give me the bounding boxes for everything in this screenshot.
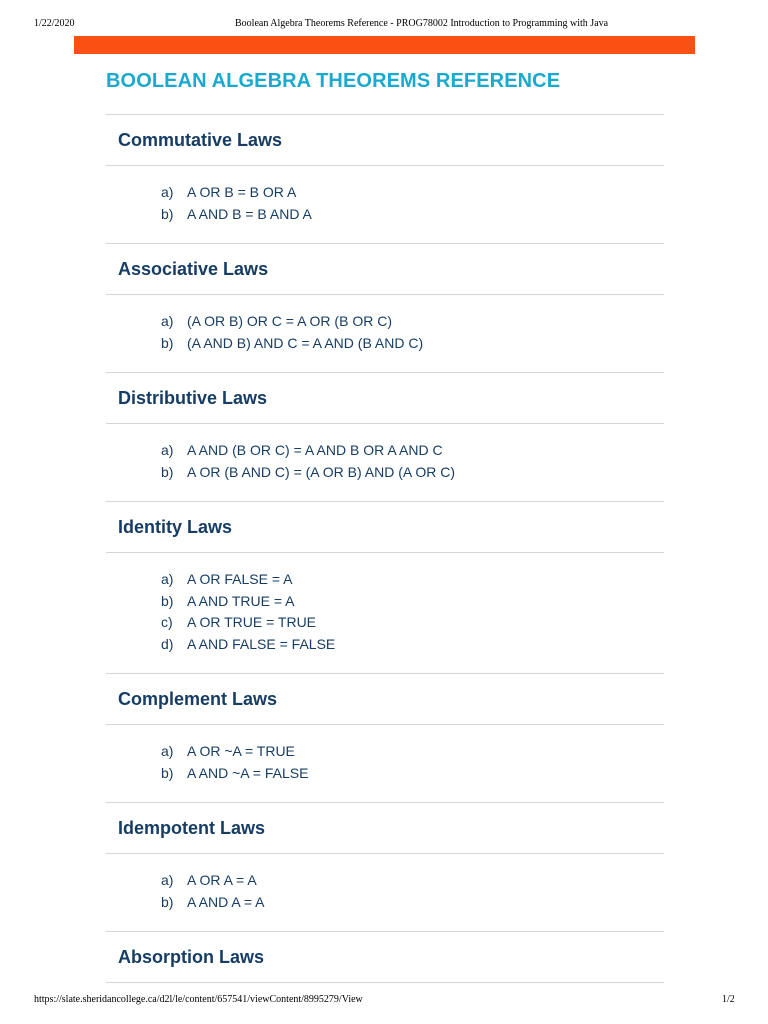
- section-header: [106, 803, 664, 854]
- print-page-number: 1/2: [722, 994, 735, 1005]
- law-item-marker: a): [161, 313, 174, 329]
- law-item-marker: a): [161, 184, 174, 200]
- section-header: [106, 932, 664, 983]
- section-heading: Associative Laws: [118, 259, 269, 279]
- law-item-text: A AND TRUE = A: [187, 592, 295, 609]
- law-item-marker: b): [161, 334, 174, 351]
- law-item-marker: a): [161, 743, 174, 759]
- section-header: [106, 115, 664, 166]
- print-url: https://slate.sheridancollege.ca/d2l/le/content/657541/viewContent/8995279/View: [34, 994, 363, 1005]
- law-item-text: A OR B = B OR A: [187, 184, 297, 200]
- law-section: [106, 802, 664, 931]
- law-item-text: A OR TRUE = TRUE: [187, 614, 317, 630]
- law-item: [161, 591, 664, 613]
- law-item-text: A AND ~A = FALSE: [187, 764, 309, 781]
- law-item-marker: d): [161, 635, 174, 652]
- law-item-text: A AND (B OR C) = A AND B OR A AND C: [187, 442, 443, 458]
- law-item: [161, 311, 664, 333]
- section-header: [106, 674, 664, 725]
- law-item-text: A AND A = A: [187, 893, 265, 910]
- law-item: [161, 462, 664, 484]
- law-list: [106, 854, 664, 931]
- section-heading: Idempotent Laws: [118, 818, 266, 838]
- law-section: [106, 501, 664, 673]
- law-item-text: A OR (B AND C) = (A OR B) AND (A OR C): [187, 463, 455, 480]
- document-title: BOOLEAN ALGEBRA THEOREMS REFERENCE: [106, 70, 561, 92]
- law-section: [106, 243, 664, 372]
- accent-bar: [74, 36, 695, 54]
- law-item: [161, 204, 664, 226]
- law-item: [161, 741, 664, 763]
- law-item-marker: b): [161, 205, 174, 222]
- law-item-marker: b): [161, 592, 174, 609]
- law-item-marker: b): [161, 764, 174, 781]
- law-item-marker: a): [161, 571, 174, 587]
- law-section: [106, 931, 664, 983]
- law-item-text: A AND B = B AND A: [187, 205, 312, 222]
- law-item: [161, 870, 664, 892]
- section-header: [106, 244, 664, 295]
- law-item-text: A OR FALSE = A: [187, 571, 293, 587]
- sections-container: [106, 114, 664, 983]
- law-section: [106, 673, 664, 802]
- law-item-text: (A AND B) AND C = A AND (B AND C): [187, 334, 424, 351]
- law-item-text: A OR A = A: [187, 872, 257, 888]
- law-item: [161, 763, 664, 785]
- law-item: [161, 440, 664, 462]
- law-list: [106, 295, 664, 372]
- section-heading: Distributive Laws: [118, 388, 268, 408]
- law-item-marker: a): [161, 442, 174, 458]
- law-list: [106, 424, 664, 501]
- law-list: [106, 725, 664, 802]
- law-item-marker: b): [161, 463, 174, 480]
- law-item-text: (A OR B) OR C = A OR (B OR C): [187, 313, 392, 329]
- section-heading: Identity Laws: [118, 517, 233, 537]
- law-section: [106, 114, 664, 243]
- law-item-marker: b): [161, 893, 174, 910]
- section-heading: Commutative Laws: [118, 130, 283, 150]
- law-item: [161, 569, 664, 591]
- print-date: 1/22/2020: [34, 18, 75, 29]
- law-item-marker: a): [161, 872, 174, 888]
- print-page-title: Boolean Algebra Theorems Reference - PROG78002 Introduction to Programming with Java: [235, 18, 609, 29]
- law-item: [161, 892, 664, 914]
- law-item: [161, 634, 664, 656]
- law-item: [161, 333, 664, 355]
- section-heading: Complement Laws: [118, 689, 278, 709]
- section-heading: Absorption Laws: [118, 947, 265, 967]
- law-item-text: A AND FALSE = FALSE: [187, 635, 336, 652]
- law-item: [161, 612, 664, 634]
- law-list: [106, 166, 664, 243]
- section-header: [106, 502, 664, 553]
- section-header: [106, 373, 664, 424]
- law-item-marker: c): [161, 614, 173, 630]
- law-section: [106, 372, 664, 501]
- law-list: [106, 553, 664, 673]
- law-item-text: A OR ~A = TRUE: [187, 743, 295, 759]
- law-item: [161, 182, 664, 204]
